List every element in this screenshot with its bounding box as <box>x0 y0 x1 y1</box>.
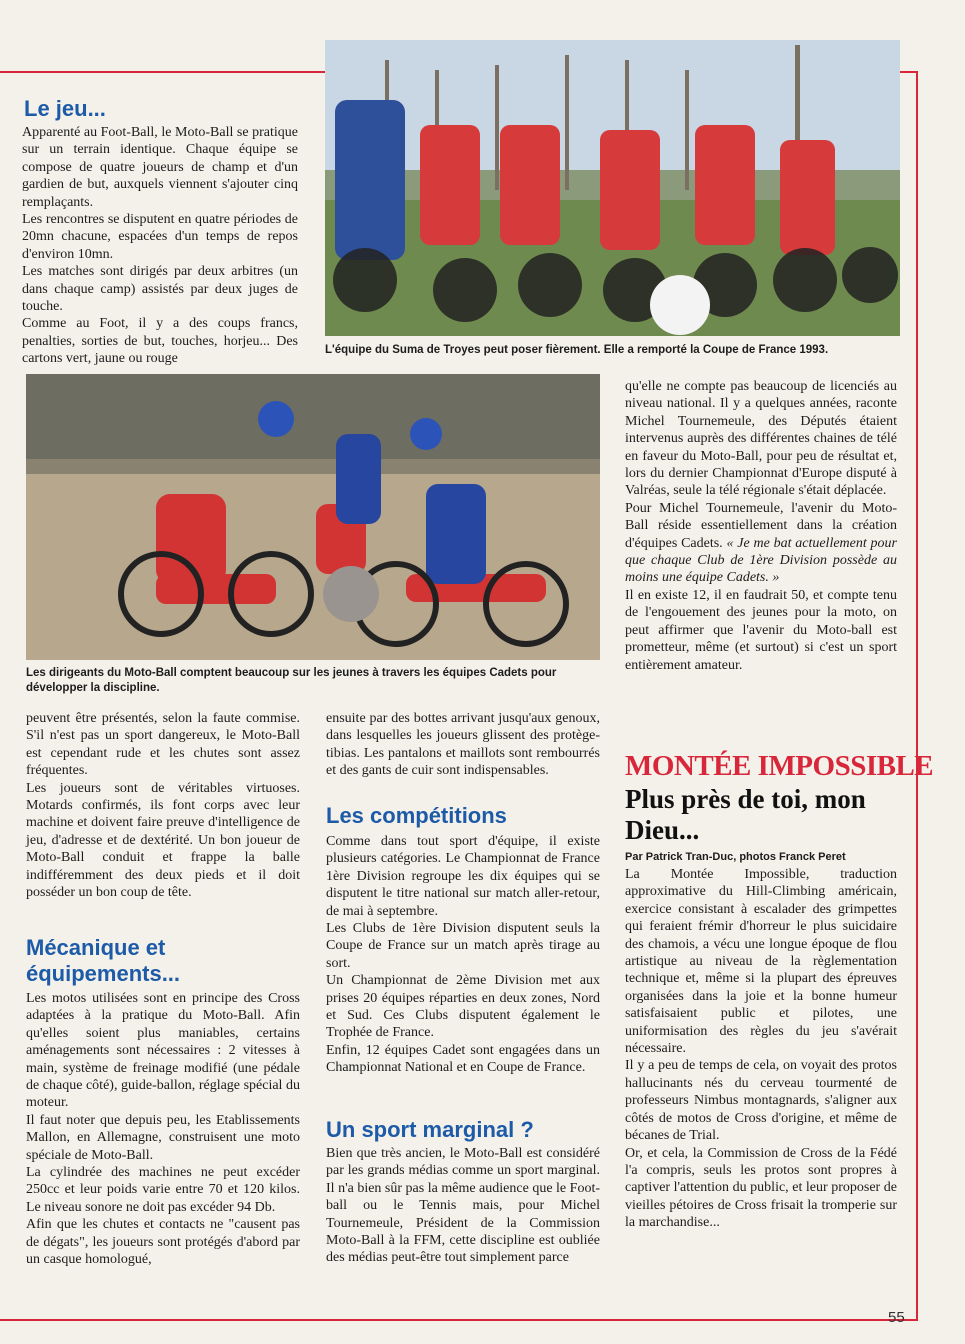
right-rule <box>916 71 918 1321</box>
paragraph: Il y a peu de temps de cela, on voyait des protos hallucinants nés du cerveau tourmenté de professeurs Nimbus montagnards, s'aligner aux côtés de motos de Cross d'origine, et même de bécanes de Trial. <box>625 1058 897 1144</box>
heading-mecanique: Mécanique et équipements... <box>26 935 181 986</box>
montee-subtitle: Plus près de toi, mon Dieu... <box>625 784 866 845</box>
paragraph: Enfin, 12 équipes Cadet sont engagées dans un Championnat National et en Coupe de France. <box>326 1042 600 1076</box>
paragraph: Comme au Foot, il y a des coups francs, penalties, sorties de but, touches, horjeu... Des cartons vert, jaune ou rouge <box>22 316 298 367</box>
action-photo-icon <box>26 374 600 660</box>
paragraph: Les Clubs de 1ère Division disputent seuls la Coupe de France sur un match après tirage au sort. <box>326 921 600 971</box>
heading-le-jeu: Le jeu... <box>24 96 106 121</box>
paragraph: ensuite par des bottes arrivant jusqu'aux genoux, dans lesquelles les joueurs glissent des protège-tibias. Les pantalons et maillots sont rembourrés et des gants de cuir sont indispensables. <box>326 711 600 779</box>
paragraph <box>625 500 897 587</box>
bottom-rule <box>0 1319 918 1321</box>
column-2-intro <box>326 710 600 780</box>
paragraph: Afin que les chutes et contacts ne "causent pas de dégats", les joueurs sont protégés d'abord par un casque homologué, <box>26 1217 300 1268</box>
le-jeu-text <box>22 124 298 368</box>
paragraph: Les matches sont dirigés par deux arbitres (un dans chaque camp) assistés par deux juges de touche. <box>22 264 298 315</box>
paragraph: Il faut noter que depuis peu, les Etablissements Mallon, en Allemagne, construisent une moto spéciale de Moto-Ball. <box>26 1112 300 1163</box>
montee-title: MONTÉE IMPOSSIBLE <box>625 750 934 782</box>
paragraph: qu'elle ne compte pas beaucoup de licenciés au niveau national. Il y a quelques années, raconte Michel Tournemeule, des Députés étaient intervenus auprès des différentes chaines de télé en faveur du Moto-Ball, pour peu de résultat et, lors du dernier Championnat d'Europe disputé à Valréas, seule la télé régionale s'était déplacée. <box>625 379 897 499</box>
quote: « Je me bat actuellement pour que chaque Club de 1ère Division possède au moins une équipe Cadets. » <box>625 535 897 586</box>
paragraph: Or, et cela, la Commission de Cross de la Fédé l'a compris, seuls les protos sont propres à captiver l'attention du public, et leur proposer de vieilles pétoires de Cross frisait la tromperie sur la marchandise... <box>625 1145 897 1231</box>
sport-marginal-text <box>326 1145 600 1267</box>
paragraph: Il en existe 12, il en faudrait 50, et compte tenu de l'engouement des jeunes pour la moto, on peut affirmer que l'avenir du Moto-ball est prometteur, même (et surtout) si c'est un sport entièrement amateur. <box>625 587 897 673</box>
team-photo-icon <box>325 40 900 336</box>
paragraph: Les motos utilisées sont en principe des Cross adaptées à la pratique du Moto-Ball. Afin qu'elles soient plus maniables, certains aménagements sont nécessaires : 2 vitesses à main, système de freinage modifié (une pédale de chaque côté), guide-ballon, réglage spécial du moteur. <box>26 991 300 1111</box>
paragraph-start: Pour Michel Tournemeule, l'avenir du Moto-Ball réside essentiellement dans la création d'équipes Cadets. <box>625 500 897 551</box>
montee-text <box>625 866 897 1232</box>
team-photo <box>325 40 900 336</box>
right-column-top <box>625 378 897 674</box>
team-photo-caption: L'équipe du Suma de Troyes peut poser fièrement. Elle a remporté la Coupe de France 1993. <box>325 344 829 356</box>
paragraph: La cylindrée des machines ne peut excéder 250cc et leur poids varie entre 70 et 120 kilos. Le niveau sonore ne doit pas excéder 94 Db. <box>26 1165 300 1215</box>
column-1-bottom <box>26 710 300 901</box>
paragraph: Les joueurs sont de véritables virtuoses. Motards confirmés, ils font corps avec leur machine et doivent faire preuve d'intelligence de jeu, d'adresse et de dextérité. Un bon joueur de Moto-Ball conduit et frappe la balle indifféremment des deux pieds et il doit posséder un bon coup de tête. <box>26 780 300 901</box>
competitions-text <box>326 833 600 1077</box>
paragraph: Les rencontres se disputent en quatre périodes de 20mn chacune, espacées d'un temps de repos d'environ 10mn. <box>22 212 298 262</box>
paragraph: peuvent être présentés, selon la faute commise. S'il n'est pas un sport dangereux, le Moto-Ball est cependant rude et les chutes sont assez fréquentes. <box>26 711 300 779</box>
page-number: 55 <box>888 1309 905 1326</box>
montee-byline: Par Patrick Tran-Duc, photos Franck Peret <box>625 851 846 863</box>
paragraph: Bien que très ancien, le Moto-Ball est considéré par les grands médias comme un sport marginal. Il n'a bien sûr pas la même audience que le Foot-ball ou le Tennis mais, pour Michel Tournemeule, Président de la Commission Moto-Ball à la FFM, cette discipline est oubliée des médias peut-être tout simplement parce <box>326 1146 600 1266</box>
paragraph: Comme dans tout sport d'équipe, il existe plusieurs catégories. Le Championnat de France 1ère Division regroupe les dix équipes qui se disputent le titre national sur match aller-retour, de mai à septembre. <box>326 834 600 919</box>
heading-sport-marginal: Un sport marginal ? <box>326 1117 534 1142</box>
mecanique-text <box>26 990 300 1269</box>
top-rule-left <box>0 71 325 73</box>
action-photo <box>26 374 600 660</box>
paragraph: Apparenté au Foot-Ball, le Moto-Ball se pratique sur un terrain identique. Chaque équipe se compose de quatre joueurs de champ et d'un gardien de but, auxquels viennent s'ajouter cinq remplaçants. <box>22 125 298 210</box>
paragraph: La Montée Impossible, traduction approximative du Hill-Climbing américain, exercice consistant à escalader des grimpettes qui feraient frémir d'horreur le plus suicidaire des chamois, a vécu une longue époque de flou artistique au niveau de la règlementation technique et, même si la plupart des épreuves organisées dans la joie et la bonne humeur satisfaisaient public et pilotes, une uniformisation des règles du jeu s'avérait nécessaire. <box>625 867 897 1057</box>
heading-competitions: Les compétitions <box>326 803 507 828</box>
paragraph: Un Championnat de 2ème Division met aux prises 20 équipes réparties en deux zones, Nord et Sud. Ces Clubs disputent également le Trophée de France. <box>326 973 600 1041</box>
action-photo-caption: Les dirigeants du Moto-Ball comptent beaucoup sur les jeunes à travers les équipes Cadets pour développer la discipline. <box>26 667 557 694</box>
